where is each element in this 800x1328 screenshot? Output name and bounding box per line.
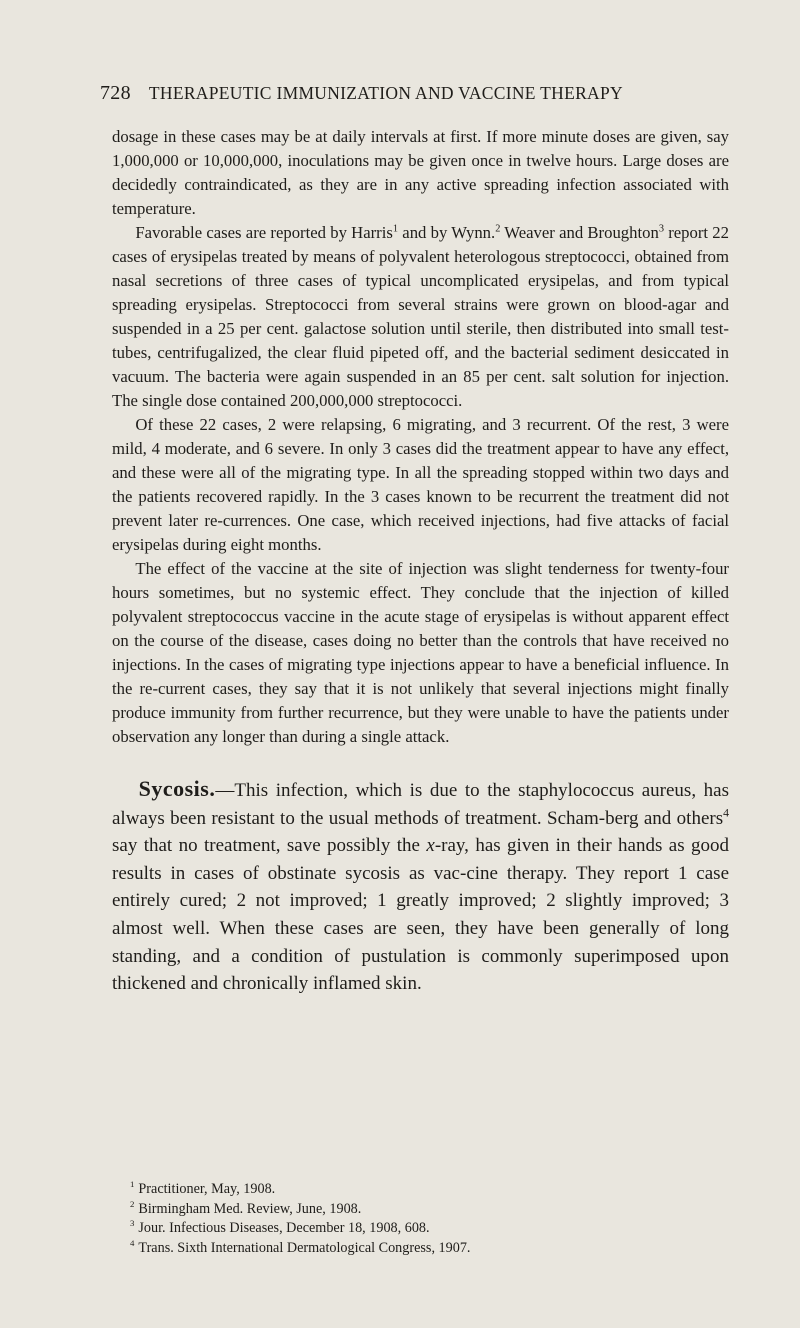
footnote: $^3$ Jour. Infectious Diseases, December 18, 1908, 608. (130, 1218, 430, 1236)
running-header (100, 82, 740, 105)
footnote: $^2$ Birmingham Med. Review, June, 1908. (130, 1198, 362, 1217)
paragraph-case-results: Of these 22 cases, 2 were relapsing, 6 migrating, and 3 recurrent. Of the rest, 3 were mild, 4 moderate, and 6 severe. In only 3 cases did the treatment appear to have any effect, and these were all of the migrating type. In all the spreading stopped within two days and the patients recovered rapidly. In the 3 cases known to be recurrent the treatment did not prevent later re-currences. One case, which received injections, had five attacks of facial erysipelas during eight months. (112, 415, 729, 554)
paragraph-sycosis: Sycosis.—This infection, which is due to the staphylococcus aureus, has always been resistant to the usual methods of treatment. Scham-berg and others$^4$ say that no treatment, save possibly the x-ray, has given in their hands as good results in cases of obstinate sycosis as vac-cine therapy. They report 1 case entirely cured; 2 not improved; 1 greatly improved; 2 slightly improved; 3 almost well. When these cases are seen, they have been generally of long standing, and a condition of pustulation is commonly superimposed upon thickened and chronically inflamed skin. (112, 776, 729, 995)
footnote: $^4$ Trans. Sixth International Dermatological Congress, 1907. (130, 1237, 471, 1256)
footnote-ref: 3 (658, 223, 664, 235)
section-heading-sycosis: Sycosis. (138, 776, 216, 801)
sycosis-section (112, 775, 729, 998)
page-number: 728 (100, 82, 131, 104)
footnotes (130, 1180, 730, 1258)
main-text (112, 125, 729, 749)
footnote: $^1$ Practitioner, May, 1908. (130, 1179, 276, 1197)
footnote-ref: 2 (495, 223, 501, 235)
footnote-ref: 1 (392, 223, 399, 235)
paragraph-weaver-broughton: Favorable cases are reported by Harris$^1$ and by Wynn.$^2$ Weaver and Broughton$^3$ report 22 cases of erysipelas treated by means of polyvalent heterologous streptococci, obtained from nasal secretions of three cases of typical uncomplicated erysipelas, and from typical spreading erysipelas. Streptococci from several strains were grown on blood-agar and suspended in a 25 per cent. galactose solution until sterile, then distributed into small test-tubes, centrifugalized, the clear fluid pipeted off, and the bacterial sediment desiccated in vacuum. The bacteria were again suspended in an 85 per cent. salt solution for injection. The single dose contained 200,000,000 streptococci. (112, 223, 729, 410)
running-title: THERAPEUTIC IMMUNIZATION AND VACCINE THERAPY (148, 83, 623, 103)
paragraph-continuation: dosage in these cases may be at daily intervals at first. If more minute doses are given, say 1,000,000 or 10,000,000, inoculations may be given once in twelve hours. Large doses are decidedly contraindicated, as they are in any active spreading infection associated with temperature. (112, 127, 729, 218)
paragraph-vaccine-effect: The effect of the vaccine at the site of injection was slight tenderness for twenty-four hours sometimes, but no systemic effect. They conclude that the injection of killed polyvalent streptococcus vaccine in the acute stage of erysipelas is without apparent effect on the course of the disease, cases doing no better than the controls that have received no injections. In the cases of migrating type injections appear to have a beneficial influence. In the re-current cases, they say that it is not unlikely that several injections might finally produce immunity from further recurrence, but they were unable to have the patients under observation any longer than during a single attack. (112, 559, 729, 746)
footnote-ref: 4 (723, 806, 729, 820)
